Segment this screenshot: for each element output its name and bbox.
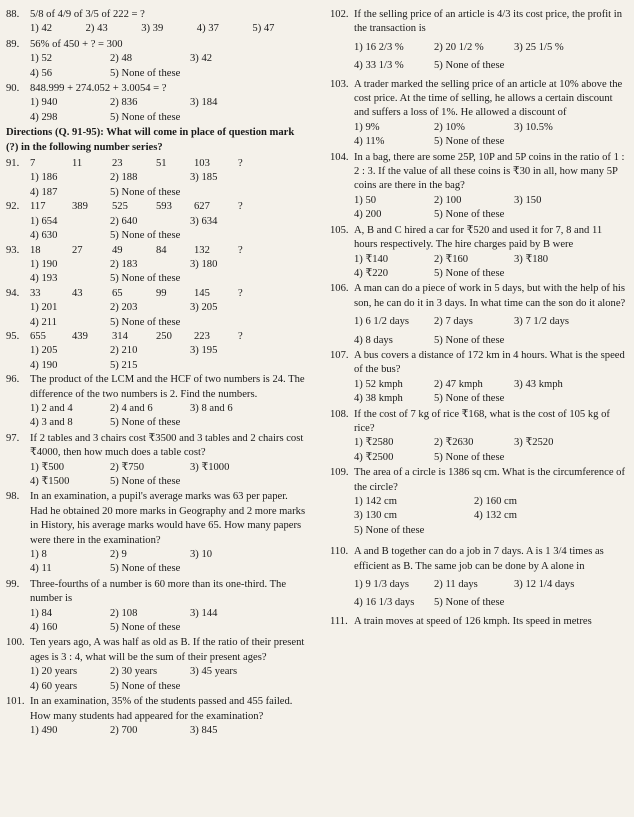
question-text: Three-fourths of a number is 60 more than its one-third. The number is: [30, 578, 287, 605]
question-88: [6, 8, 308, 37]
option: 4) ₹220: [354, 267, 389, 279]
option: 2) 210: [110, 345, 138, 357]
option: 4) 160: [30, 622, 58, 634]
option: 5) 215: [110, 359, 138, 371]
question-number: 105.: [330, 224, 349, 236]
option: 1) ₹500: [30, 461, 65, 473]
option: 2) 9: [110, 549, 127, 561]
question-text: The product of the LCM and the HCF of two numbers is 24. The difference of the two numbers is 2. Find the numbers.: [30, 374, 305, 400]
term: 43: [72, 287, 83, 299]
option: 4) 193: [30, 273, 58, 285]
option: 2) ₹2630: [434, 437, 474, 449]
term: 49: [112, 244, 123, 256]
options-row-2: [354, 596, 628, 610]
term: 389: [72, 201, 88, 213]
option: 2) 43: [85, 23, 108, 35]
option: 1) 940: [30, 97, 58, 109]
option: 5) None of these: [354, 524, 425, 536]
option: 4) 8 days: [354, 334, 393, 346]
term: 18: [30, 244, 41, 256]
option: 4) 190: [30, 359, 58, 371]
term: 314: [112, 330, 128, 342]
option: 3) 184: [190, 97, 218, 109]
options: [354, 495, 628, 509]
option: 4) 56: [30, 67, 53, 79]
option: 1) 9%: [354, 121, 380, 133]
option: 3) 180: [190, 258, 218, 270]
option: 1) 190: [30, 258, 58, 270]
question-103: [330, 78, 628, 150]
options: [30, 607, 308, 621]
options: [354, 121, 628, 135]
option: 4) 3 and 8: [30, 417, 73, 429]
question-text: In an examination, 35% of the students passed and 455 failed. How many students had appeared for the examination?: [30, 696, 293, 722]
option: 3) 130 cm: [354, 510, 397, 522]
question-101: [6, 695, 308, 738]
options: [354, 378, 628, 392]
option: 4) 187: [30, 186, 58, 198]
option: 3) 8 and 6: [190, 402, 233, 414]
term: 593: [156, 201, 172, 213]
options: [30, 548, 308, 562]
option: 3) 150: [514, 194, 542, 206]
question-number: 98.: [6, 491, 20, 503]
options-row-2: [30, 680, 308, 694]
question-number: 99.: [6, 578, 20, 590]
options: [6, 171, 308, 185]
option: 1) 186: [30, 172, 58, 184]
option: 5) None of these: [110, 67, 181, 79]
term: 51: [156, 158, 167, 170]
option: 5) None of these: [110, 417, 181, 429]
question-108: [330, 408, 628, 466]
series-question-94: [6, 287, 308, 330]
option: 2) 700: [110, 724, 138, 736]
options-row-2: [30, 67, 308, 81]
option: 5) None of these: [110, 622, 181, 634]
option: 3) ₹180: [514, 253, 549, 265]
option: 2) 836: [110, 97, 138, 109]
option: 3) 634: [190, 215, 218, 227]
option: 4) 16 1/3 days: [354, 597, 415, 609]
question-text: If 2 tables and 3 chairs cost ₹3500 and 3 tables and 2 chairs cost ₹4000, then how much does a table cost?: [30, 432, 304, 459]
series-terms: [6, 330, 308, 344]
option: 1) 42: [30, 23, 53, 35]
option: 2) 183: [110, 258, 138, 270]
option: 1) 84: [30, 607, 53, 619]
question-text: A man can do a piece of work in 5 days, but with the help of his son, he can do it in 3 days. In what time can the son do it alone?: [354, 283, 626, 309]
question-number: 109.: [330, 467, 349, 479]
options: [354, 315, 628, 329]
option: 5) None of these: [110, 476, 181, 487]
options-row-2: [6, 272, 308, 286]
option: 2) 203: [110, 302, 138, 314]
option: 4) 37: [196, 23, 219, 35]
options: [354, 194, 628, 208]
question-number: 89.: [6, 38, 20, 50]
question-89: [6, 38, 308, 81]
option: 5) None of these: [434, 393, 505, 405]
series-question-91: [6, 157, 308, 200]
term: 145: [194, 287, 210, 299]
options-row-2: [354, 135, 628, 149]
question-96: [6, 373, 308, 431]
term: 655: [30, 330, 46, 342]
question-number: 106.: [330, 283, 349, 295]
option: 3) 7 1/2 days: [514, 316, 570, 328]
options-row-2: [30, 562, 308, 576]
question-number: 103.: [330, 78, 349, 90]
question-number: 93.: [6, 244, 20, 256]
options-row-2: [30, 475, 308, 489]
directions: Directions (Q. 91-95): What will come in place of question mark (?) in the following number series?: [6, 127, 295, 153]
option: 5) None of these: [110, 186, 181, 198]
term: 23: [112, 158, 123, 170]
question-number: 110.: [330, 546, 349, 558]
option: 5) None of these: [434, 451, 505, 463]
term: 439: [72, 330, 88, 342]
term: 223: [194, 330, 210, 342]
option: 5) None of these: [434, 60, 505, 72]
option: 5) None of these: [110, 230, 181, 242]
option: 1) 8: [30, 549, 47, 561]
question-number: 88.: [6, 9, 20, 20]
option: 5) None of these: [110, 563, 181, 575]
option: 2) 11 days: [434, 579, 478, 591]
options-row-2: [30, 416, 308, 430]
option: 2) 7 days: [434, 316, 473, 328]
option: 3) 185: [190, 172, 218, 184]
option: 2) 4 and 6: [110, 402, 153, 414]
option: 1) 654: [30, 215, 58, 227]
question-98: [6, 490, 308, 576]
option: 1) 20 years: [30, 666, 78, 678]
option: 2) 30 years: [110, 666, 158, 678]
term: 627: [194, 201, 210, 213]
term: 65: [112, 287, 123, 299]
options: [354, 253, 628, 267]
option: 5) None of these: [110, 273, 181, 285]
option: 2) 160 cm: [474, 496, 517, 507]
question-text: If the selling price of an article is 4/3 its cost price, the profit in the transaction is: [354, 9, 622, 35]
question-number: 91.: [6, 158, 20, 170]
option: 3) 144: [190, 607, 218, 619]
options-row-2: [354, 451, 628, 465]
option: 5) None of these: [434, 209, 505, 221]
series-terms: [6, 244, 308, 258]
option: 3) 205: [190, 302, 218, 314]
options-row-2: [6, 229, 308, 243]
option: 1) 50: [354, 194, 377, 206]
term: 525: [112, 201, 128, 213]
question-number: 92.: [6, 201, 20, 213]
question-text: A bus covers a distance of 172 km in 4 hours. What is the speed of the bus?: [354, 349, 625, 376]
options-row-2: [354, 334, 628, 348]
question-text: In a bag, there are some 25P, 10P and 5P coins in the ratio of 1 : 2 : 3. If the value of all these coins is ₹30 in all, how many 5P coins are there in the bag?: [354, 151, 625, 192]
question-111: [330, 615, 628, 629]
option: 5) None of these: [434, 267, 505, 279]
question-number: 111.: [330, 615, 348, 627]
question-text: A and B together can do a job in 7 days. A is 1 3/4 times as efficient as B. The same job can be done by A alone in: [354, 546, 604, 572]
option: 3) 25 1/5 %: [514, 41, 564, 53]
option: 4) 211: [30, 316, 57, 328]
option: 4) 11%: [354, 136, 385, 148]
series-terms: [6, 200, 308, 214]
term: ?: [238, 201, 243, 213]
option: 4) ₹2500: [354, 451, 394, 463]
series-question-93: [6, 244, 308, 287]
option: 1) 205: [30, 345, 58, 357]
option: 5) None of these: [110, 680, 181, 692]
term: 99: [156, 287, 167, 299]
option: 2) 188: [110, 172, 138, 184]
right-column: [330, 8, 628, 630]
option: 4) 60 years: [30, 680, 78, 692]
series-question-95: [6, 330, 308, 373]
option: 2) ₹160: [434, 253, 469, 265]
question-text: The area of a circle is 1386 sq cm. What is the circumference of the circle?: [354, 467, 625, 493]
question-104: [330, 151, 628, 223]
term: 33: [30, 287, 41, 299]
option: 4) 38 kmph: [354, 393, 403, 405]
option: 1) 9 1/3 days: [354, 579, 410, 591]
option: 2) 108: [110, 607, 138, 619]
question-number: 108.: [330, 408, 349, 420]
option: 1) 6 1/2 days: [354, 316, 410, 328]
option: 5) None of these: [434, 334, 505, 346]
term: 27: [72, 244, 83, 256]
option: 3) 195: [190, 345, 218, 357]
option: 2) 47 kmph: [434, 378, 483, 390]
question-text: 5/8 of 4/9 of 3/5 of 222 = ?: [30, 9, 145, 20]
option: 3) 10.5%: [514, 121, 553, 133]
question-105: [330, 224, 628, 282]
question-number: 95.: [6, 330, 20, 342]
question-109: [330, 466, 628, 538]
option: 4) 11: [30, 563, 52, 575]
options-row-2: [354, 392, 628, 406]
option: 3) 10: [190, 549, 213, 561]
option: 4) 298: [30, 111, 58, 123]
options-row-2: [354, 267, 628, 281]
options: [354, 436, 628, 450]
option: 2) 10%: [434, 121, 465, 133]
series-question-92: [6, 200, 308, 243]
question-text: If the cost of 7 kg of rice ₹168, what is the cost of 105 kg of rice?: [354, 408, 610, 434]
option: 4) 630: [30, 230, 58, 242]
question-99: [6, 578, 308, 636]
option: 3) ₹1000: [190, 461, 230, 473]
option: 5) None of these: [434, 136, 505, 148]
question-97: [6, 432, 308, 490]
option: 4) 132 cm: [474, 510, 517, 522]
option: 1) 52: [30, 53, 53, 65]
options-row-2: [354, 509, 628, 523]
options-row-2: [6, 186, 308, 200]
series-terms: [6, 157, 308, 171]
option: 1) 201: [30, 302, 58, 314]
term: ?: [238, 158, 243, 170]
option: 3) 42: [190, 53, 213, 65]
series-terms: [6, 287, 308, 301]
option: 2) 640: [110, 215, 138, 227]
option: 2) ₹750: [110, 461, 145, 473]
option: 4) 200: [354, 209, 382, 221]
option: 3) 45 years: [190, 666, 238, 678]
options-row-2: [30, 621, 308, 635]
term: 11: [72, 158, 83, 170]
term: ?: [238, 244, 243, 256]
question-107: [330, 349, 628, 407]
term: 117: [30, 201, 46, 213]
question-text: 56% of 450 + ? = 300: [30, 38, 123, 50]
question-number: 102.: [330, 9, 349, 20]
option: 2) 100: [434, 194, 462, 206]
question-90: [6, 82, 308, 125]
options: [354, 41, 628, 55]
options: [30, 96, 308, 110]
option: 1) ₹140: [354, 253, 389, 265]
question-text: In an examination, a pupil's average marks was 63 per paper. Had he obtained 20 more marks in Geography and 2 more marks in History, his average marks would have 65. How many papers were there in the examination?: [30, 491, 306, 546]
options: [30, 461, 308, 475]
term: ?: [238, 287, 243, 299]
left-column: [6, 8, 308, 739]
question-102: [330, 8, 628, 74]
options-row-2: [6, 316, 308, 330]
options: [30, 724, 308, 738]
option: 1) 16 2/3 %: [354, 41, 404, 53]
term: 84: [156, 244, 167, 256]
option: 1) ₹2580: [354, 437, 394, 449]
option: 5) None of these: [434, 597, 505, 609]
options-row-2: [30, 111, 308, 125]
options-row-2: [6, 359, 308, 373]
option: 1) 52 kmph: [354, 378, 403, 390]
question-number: 107.: [330, 349, 349, 361]
options: [30, 402, 308, 416]
option: 1) 490: [30, 724, 58, 736]
term: 132: [194, 244, 210, 256]
question-number: 97.: [6, 432, 20, 444]
question-number: 96.: [6, 374, 20, 386]
question-number: 90.: [6, 83, 20, 95]
question-text: Ten years ago, A was half as old as B. If the ratio of their present ages is 3 : 4, what will be the sum of their present ages?: [30, 637, 305, 663]
option: 5) None of these: [110, 111, 181, 123]
options: [6, 301, 308, 315]
option: 4) ₹1500: [30, 476, 70, 487]
option: 1) 2 and 4: [30, 402, 73, 414]
option: 3) 845: [190, 724, 218, 736]
question-number: 104.: [330, 151, 349, 163]
options: [354, 578, 628, 592]
term: ?: [238, 330, 243, 342]
option: 2) 48: [110, 53, 133, 65]
option: 3) ₹2520: [514, 437, 554, 449]
question-text: A train moves at speed of 126 kmph. Its speed in metres: [354, 615, 592, 627]
question-106: [330, 282, 628, 348]
options: [30, 22, 308, 36]
options: [30, 665, 308, 679]
question-text: 848.999 + 274.052 + 3.0054 = ?: [30, 83, 167, 95]
option: 2) 20 1/2 %: [434, 41, 484, 53]
options: [6, 215, 308, 229]
question-100: [6, 636, 308, 694]
option: 3) 39: [141, 23, 164, 35]
option: 5) 47: [252, 23, 275, 35]
options: [30, 52, 308, 66]
option: 3) 12 1/4 days: [514, 579, 575, 591]
option: 5) None of these: [110, 316, 181, 328]
option: 3) 43 kmph: [514, 378, 563, 390]
question-110: [330, 545, 628, 611]
question-text: A, B and C hired a car for ₹520 and used it for 7, 8 and 11 hours respectively. The hire charges paid by B were: [354, 224, 603, 251]
options-row-2: [354, 59, 628, 73]
question-number: 101.: [6, 696, 25, 708]
term: 7: [30, 158, 36, 170]
question-text: A trader marked the selling price of an article at 10% above the cost price. At the time of selling, he allows a certain discount and suffers a loss of 1%. He allowed a discount of: [354, 78, 623, 119]
term: 103: [194, 158, 210, 170]
options-row-2: [354, 208, 628, 222]
option: 4) 33 1/3 %: [354, 60, 404, 72]
question-number: 100.: [6, 637, 25, 649]
options: [6, 258, 308, 272]
options-row-3: [354, 524, 628, 538]
question-number: 94.: [6, 287, 20, 299]
term: 250: [156, 330, 172, 342]
option: 1) 142 cm: [354, 496, 397, 507]
options: [6, 344, 308, 358]
